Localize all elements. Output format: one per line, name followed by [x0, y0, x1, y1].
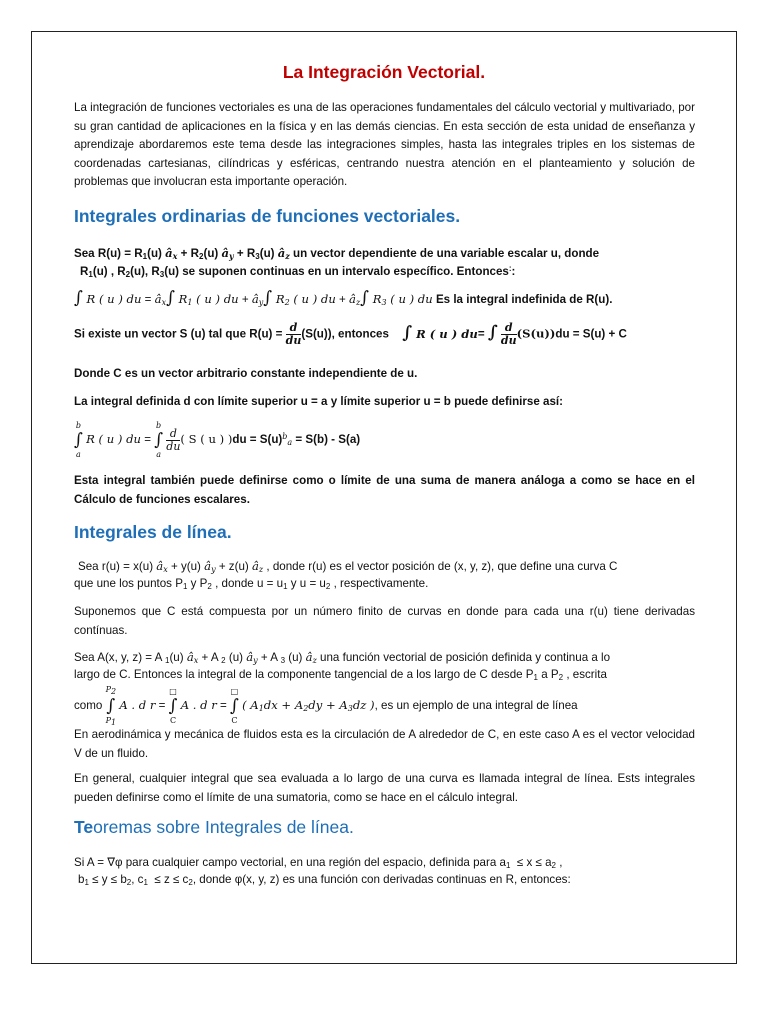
sec2-p2: Suponemos que C está compuesta por un número finito de curvas en donde para cada una r(u) tiene derivadas contínuas. — [74, 605, 695, 637]
page-title: La Integración Vectorial. — [282, 62, 486, 82]
sec3-line1: Si A = ∇φ para cualquier campo vectorial, en una región del espacio, definida para $a_1 \le x \le a_2$ , — [74, 855, 563, 870]
intro-paragraph: La integración de funciones vectoriales es una de las operaciones fundamentales del cálculo vectorial y multivariado, por su gran cantidad de aplicaciones en la física y en las demás ciencias. En esta sección de esta unidad de enseñanza y aprendizaje abordaremos este tema desde las integraciones simples, hasta las integrales triples en los sistemas de coordenadas cartesianas, cilíndricas y esféricas, centrando nuestra atención en el planteamiento y solución de problemas que involucran esta importante operación. — [74, 101, 695, 189]
indefinite-integral-formula: ∫ R ( u ) du = $â_x\int$ $R_1$ ( u ) du + $â_y\int$ $R_2$ ( u ) du + $â_z\int$ $R_3$ ( u ) du Es la integral indefinida de R(u). — [74, 288, 613, 308]
definite-integral-formula: b ∫ a R ( u ) du = b ∫ a $\frac{d}{du}$ ( S ( u ) )$du = S(u)^b_a = S(b) - S(a)$ — [74, 421, 361, 459]
sec1-line1: Sea $R(u) = R_1(u)$ $â_x + R_2(u)$ $â_y + R_3(u)$ $â_z$ un vector dependiente de una variable escalar u, donde — [74, 246, 600, 261]
sec2-p1-line1: Sea r(u) = x(u) $â_x + y(u)$ $â_y + z(u)$ $â_z$ , donde r(u) es el vector posición de (x, y, z), que define una curva C — [78, 559, 618, 574]
sec1-line6: La integral definida d con límite superior u = a y límite superior u = b puede definirse así: — [74, 395, 563, 408]
sec2-p3-line2: largo de C. Entonces la integral de la componente tangencial de a los largo de C desde $P_1$ a $P_2$ , escrita — [74, 668, 607, 682]
heading-ordinary-integrals: Integrales ordinarias de funciones vectoriales. — [74, 206, 461, 226]
sec2-p5: En general, cualquier integral que sea evaluada a lo largo de una curva es llamada integral de línea. Ests integrales pueden definirse como el límite de una sumatoria, como se hace en el cálculo integral. — [74, 772, 695, 804]
heading-line-integrals: Integrales de línea. — [74, 522, 232, 542]
sec1-line2: $R_1(u)$ , $R_2(u)$, $R_3(u)$ se suponen continuas en un intervalo específico. Entonces:: — [80, 264, 516, 279]
sec3-line2: $b_1 \le y \le b_2$, $c_1 \le z \le c_2$, donde φ(x, y, z) es una función con derivadas continuas en R, entonces: — [78, 873, 571, 887]
sec1-line5: Donde C es un vector arbitrario constante independiente de u. — [74, 367, 418, 380]
sec2-p4: En aerodinámica y mecánica de fluidos esta es la circulación de A alrededor de C, en este caso A es el vector velocidad V de un fluido. — [74, 728, 695, 760]
line-integral-formula: como P2 ∫ P1 A . d r = □ ∫ C A . d r = □ ∫ C ( $A_1dx + A_2dy + A_3dz$ ), es un ejemplo de una integral de línea — [74, 685, 578, 727]
heading-theorems: Teoremas sobre Integrales de línea. — [74, 817, 354, 837]
sec2-p3-line1: Sea A(x, y, z) = A $_1$(u) $â_x + A$ $_2$ (u) $â_y + A$ $_3$ (u) $â_z$ una función vectorial de posición definida y continua a lo — [74, 650, 611, 665]
sec1-line8: Esta integral también puede definirse como o límite de una suma de manera análoga a como se hace en el Cálculo de funciones escalares. — [74, 474, 695, 506]
antiderivative-line: Si existe un vector S (u) tal que R(u) = $\frac{d}{du}$ (S(u)), entonces ∫ R ( u ) du= ∫ $\frac{d}{du}$ (S(u))du = S(u) + C — [74, 321, 627, 347]
sec2-p1-line2: que une los puntos $P_1$ y $P_2$ , donde $u = u_1$ y $u = u_2$ , respectivamente. — [74, 577, 429, 591]
